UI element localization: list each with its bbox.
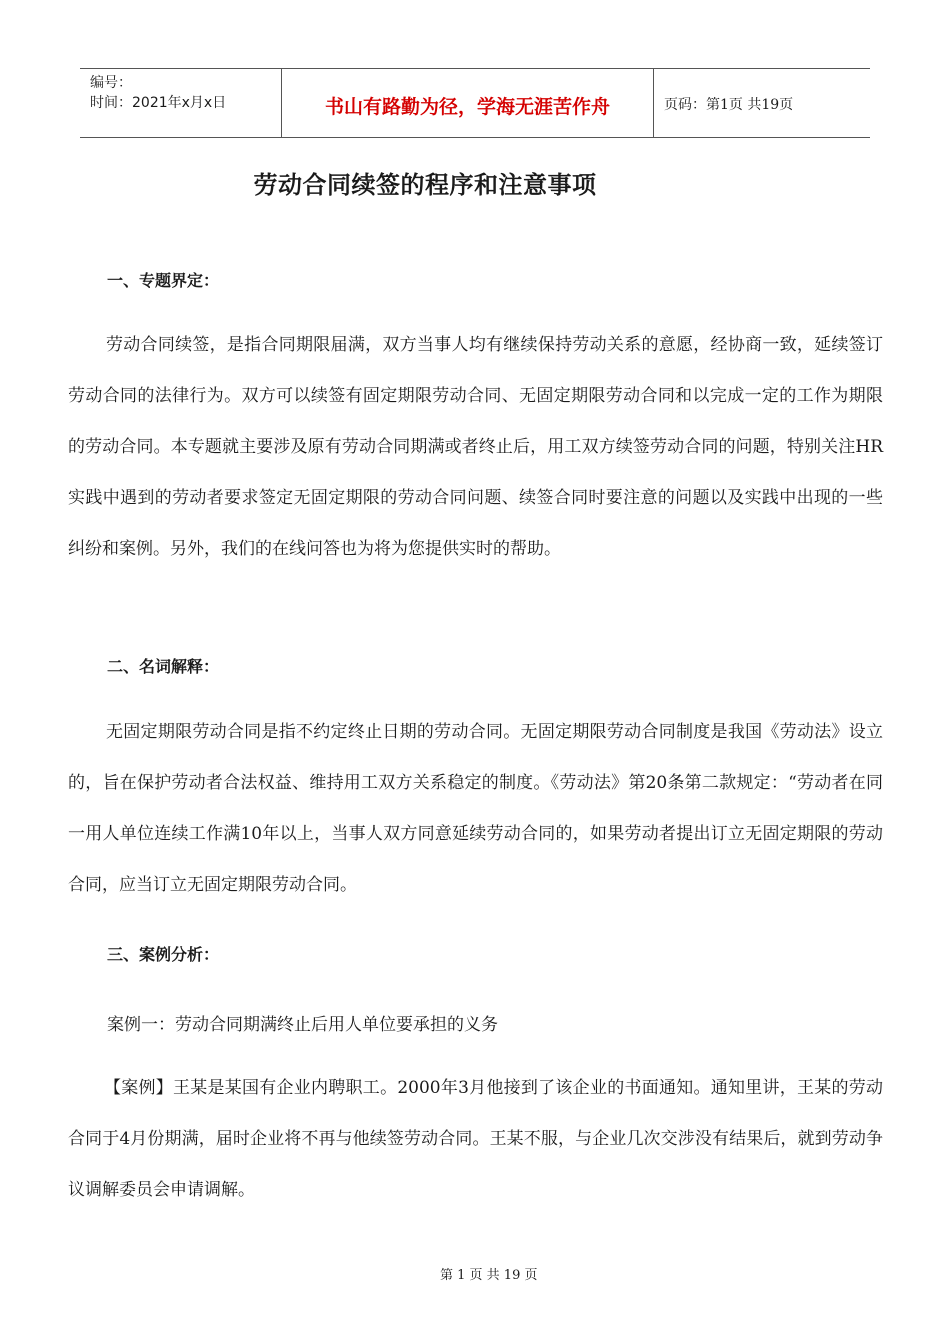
document-title: 劳动合同续签的程序和注意事项 <box>253 171 597 199</box>
section-heading-cases: 三、案例分析： <box>107 945 220 964</box>
document-header <box>80 68 870 138</box>
time-label: 时间：2021年x月x日 <box>90 95 227 111</box>
header-meta-cell <box>80 69 282 137</box>
section-heading-definition: 一、专题界定： <box>107 271 220 290</box>
paragraph-case: 【案例】王某是某国有企业内聘职工。2000年3月他接到了该企业的书面通知。通知里讲，王某的劳动合同于4月份期满，届时企业将不再与他续签劳动合同。王某不服，与企业几次交涉没有结果后，就到劳动争议调解委员会申请调解。 <box>68 1078 883 1200</box>
paragraph-definition: 劳动合同续签，是指合同期限届满，双方当事人均有继续保持劳动关系的意愿，经协商一致，延续签订劳动合同的法律行为。双方可以续签有固定期限劳动合同、无固定期限劳动合同和以完成一定的工作为期限的劳动合同。本专题就主要涉及原有劳动合同期满或者终止后，用工双方续签劳动合同的问题，特别关注HR实践中遇到的劳动者要求签定无固定期限的劳动合同问题、续签合同时要注意的问题以及实践中出现的一些纠纷和案例。另外，我们的在线问答也为将为您提供实时的帮助。 <box>68 335 883 559</box>
header-motto: 书山有路勤为径，学海无涯苦作舟 <box>282 69 654 137</box>
section-heading-terms: 二、名词解释： <box>107 657 220 676</box>
paragraph-terms: 无固定期限劳动合同是指不约定终止日期的劳动合同。无固定期限劳动合同制度是我国《劳动法》设立的，旨在保护劳动者合法权益、维持用工双方关系稳定的制度。《劳动法》第20条第二款规定：“劳动者在同一用人单位连续工作满10年以上，当事人双方同意延续劳动合同的，如果劳动者提出订立无固定期限的劳动合同，应当订立无固定期限劳动合同。 <box>68 722 883 895</box>
header-page-info: 页码：第1页 共19页 <box>664 97 794 113</box>
number-label: 编号： <box>90 75 132 91</box>
page-footer: 第 1 页 共 19 页 <box>440 1268 538 1283</box>
case-title: 案例一：劳动合同期满终止后用人单位要承担的义务 <box>107 1015 498 1035</box>
